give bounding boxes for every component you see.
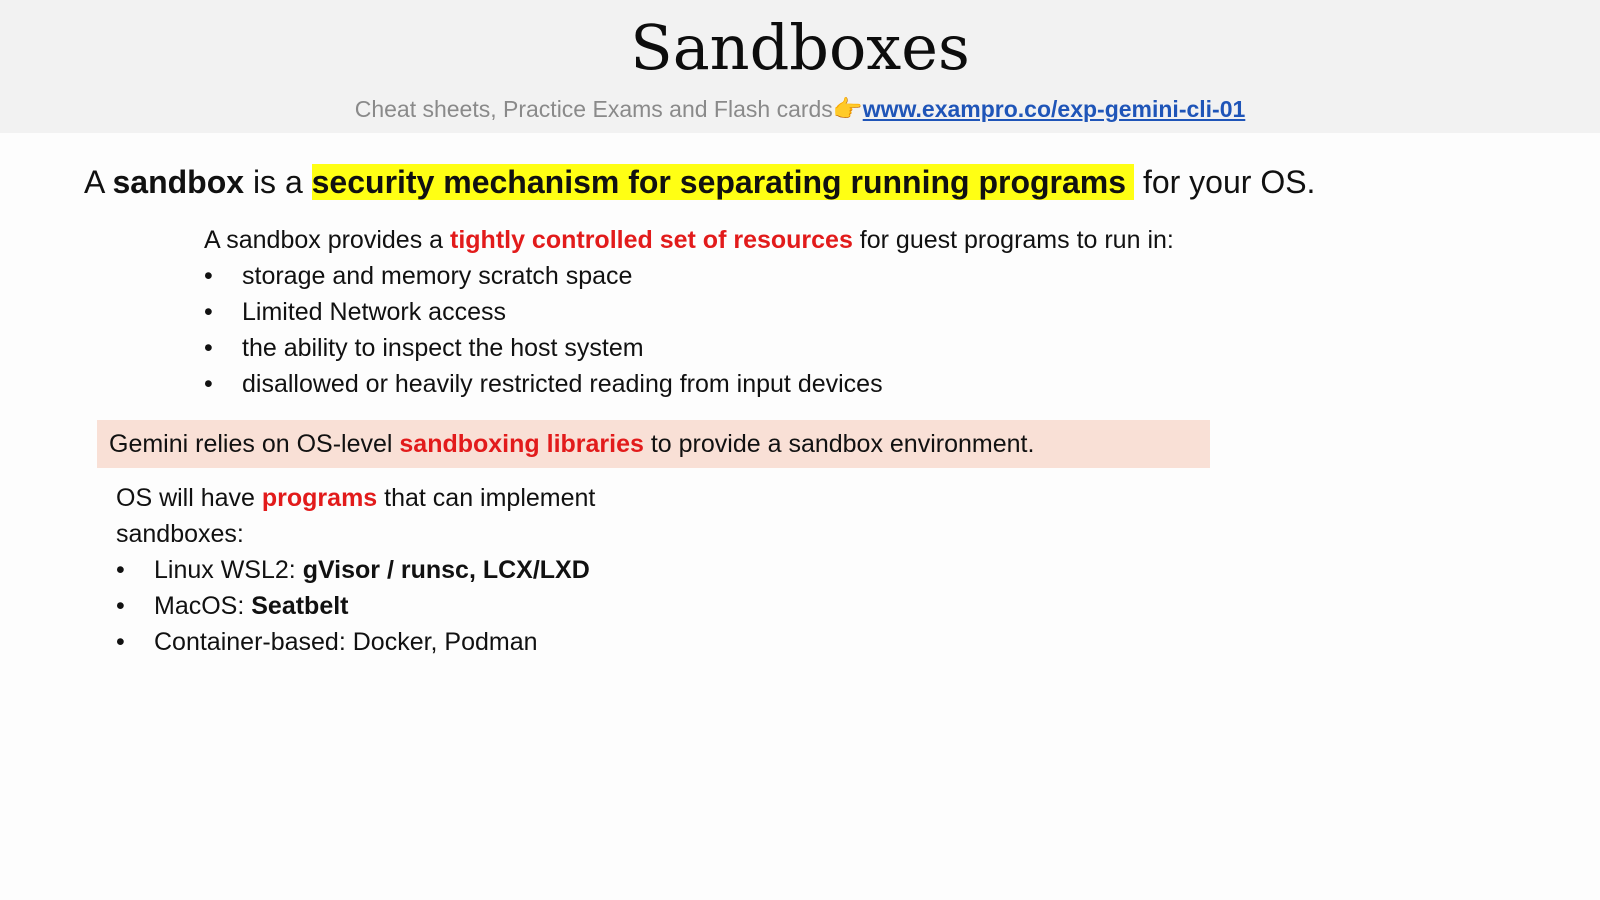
bullet-icon: • bbox=[204, 370, 213, 398]
list-item bbox=[116, 552, 816, 588]
promo-link[interactable]: www.exampro.co/exp-gemini-cli-01 bbox=[862, 96, 1246, 122]
list-item-text: the ability to inspect the host system bbox=[242, 334, 644, 362]
intro-text: OS will have bbox=[116, 484, 262, 512]
list-item bbox=[204, 366, 1404, 402]
resources-list bbox=[204, 258, 1404, 402]
item-label: Linux WSL2: bbox=[154, 556, 303, 584]
list-item bbox=[116, 624, 816, 660]
list-item bbox=[204, 294, 1404, 330]
list-item-text: Limited Network access bbox=[242, 298, 506, 326]
list-item bbox=[204, 258, 1404, 294]
promo-text: Cheat sheets, Practice Exams and Flash cards bbox=[354, 96, 833, 122]
lead-text: A bbox=[84, 164, 113, 200]
bullet-icon: • bbox=[116, 628, 125, 656]
sandbox-term: sandbox bbox=[112, 164, 245, 200]
item-label: MacOS: bbox=[154, 592, 252, 620]
os-programs-intro bbox=[116, 480, 816, 516]
banner-text-part: to provide a sandbox environment. bbox=[643, 430, 1035, 458]
intro-text: for guest programs to run in: bbox=[852, 226, 1174, 254]
list-item bbox=[116, 588, 816, 624]
slide-header bbox=[0, 0, 1600, 133]
lead-text: for your OS. bbox=[1134, 164, 1316, 200]
list-item-text: disallowed or heavily restricted reading from input devices bbox=[242, 370, 883, 398]
resources-intro bbox=[204, 222, 1404, 258]
item-bold: gVisor / runsc, LCX/LXD bbox=[302, 556, 590, 584]
item-bold: Seatbelt bbox=[251, 592, 349, 620]
bullet-icon: • bbox=[204, 298, 213, 326]
intro-text: that can implement bbox=[377, 484, 596, 512]
banner-emphasis: sandboxing libraries bbox=[399, 430, 644, 458]
list-item-text: storage and memory scratch space bbox=[242, 262, 633, 290]
promo-line bbox=[0, 92, 1600, 127]
slide-title: Sandboxes bbox=[630, 11, 970, 84]
bullet-icon: • bbox=[116, 592, 125, 620]
os-programs-intro-line2: sandboxes: bbox=[116, 520, 244, 548]
pointing-hand-icon: 👉 bbox=[832, 96, 863, 123]
highlighted-definition: security mechanism for separating running programs bbox=[312, 164, 1134, 200]
sandbox-definition bbox=[84, 158, 1544, 206]
intro-text: A sandbox provides a bbox=[204, 226, 450, 254]
banner-text bbox=[109, 426, 1034, 462]
banner-text-part: Gemini relies on OS-level bbox=[109, 430, 400, 458]
resources-section bbox=[204, 222, 1404, 402]
resources-emphasis: tightly controlled set of resources bbox=[450, 226, 853, 254]
lead-text: is a bbox=[244, 164, 312, 200]
gemini-banner bbox=[97, 420, 1210, 468]
programs-emphasis: programs bbox=[261, 484, 378, 512]
list-item bbox=[204, 330, 1404, 366]
item-label: Container-based: Docker, Podman bbox=[154, 628, 538, 656]
os-programs-list bbox=[116, 552, 816, 660]
bullet-icon: • bbox=[204, 334, 213, 362]
bullet-icon: • bbox=[116, 556, 125, 584]
os-programs-section bbox=[116, 480, 816, 660]
bullet-icon: • bbox=[204, 262, 213, 290]
